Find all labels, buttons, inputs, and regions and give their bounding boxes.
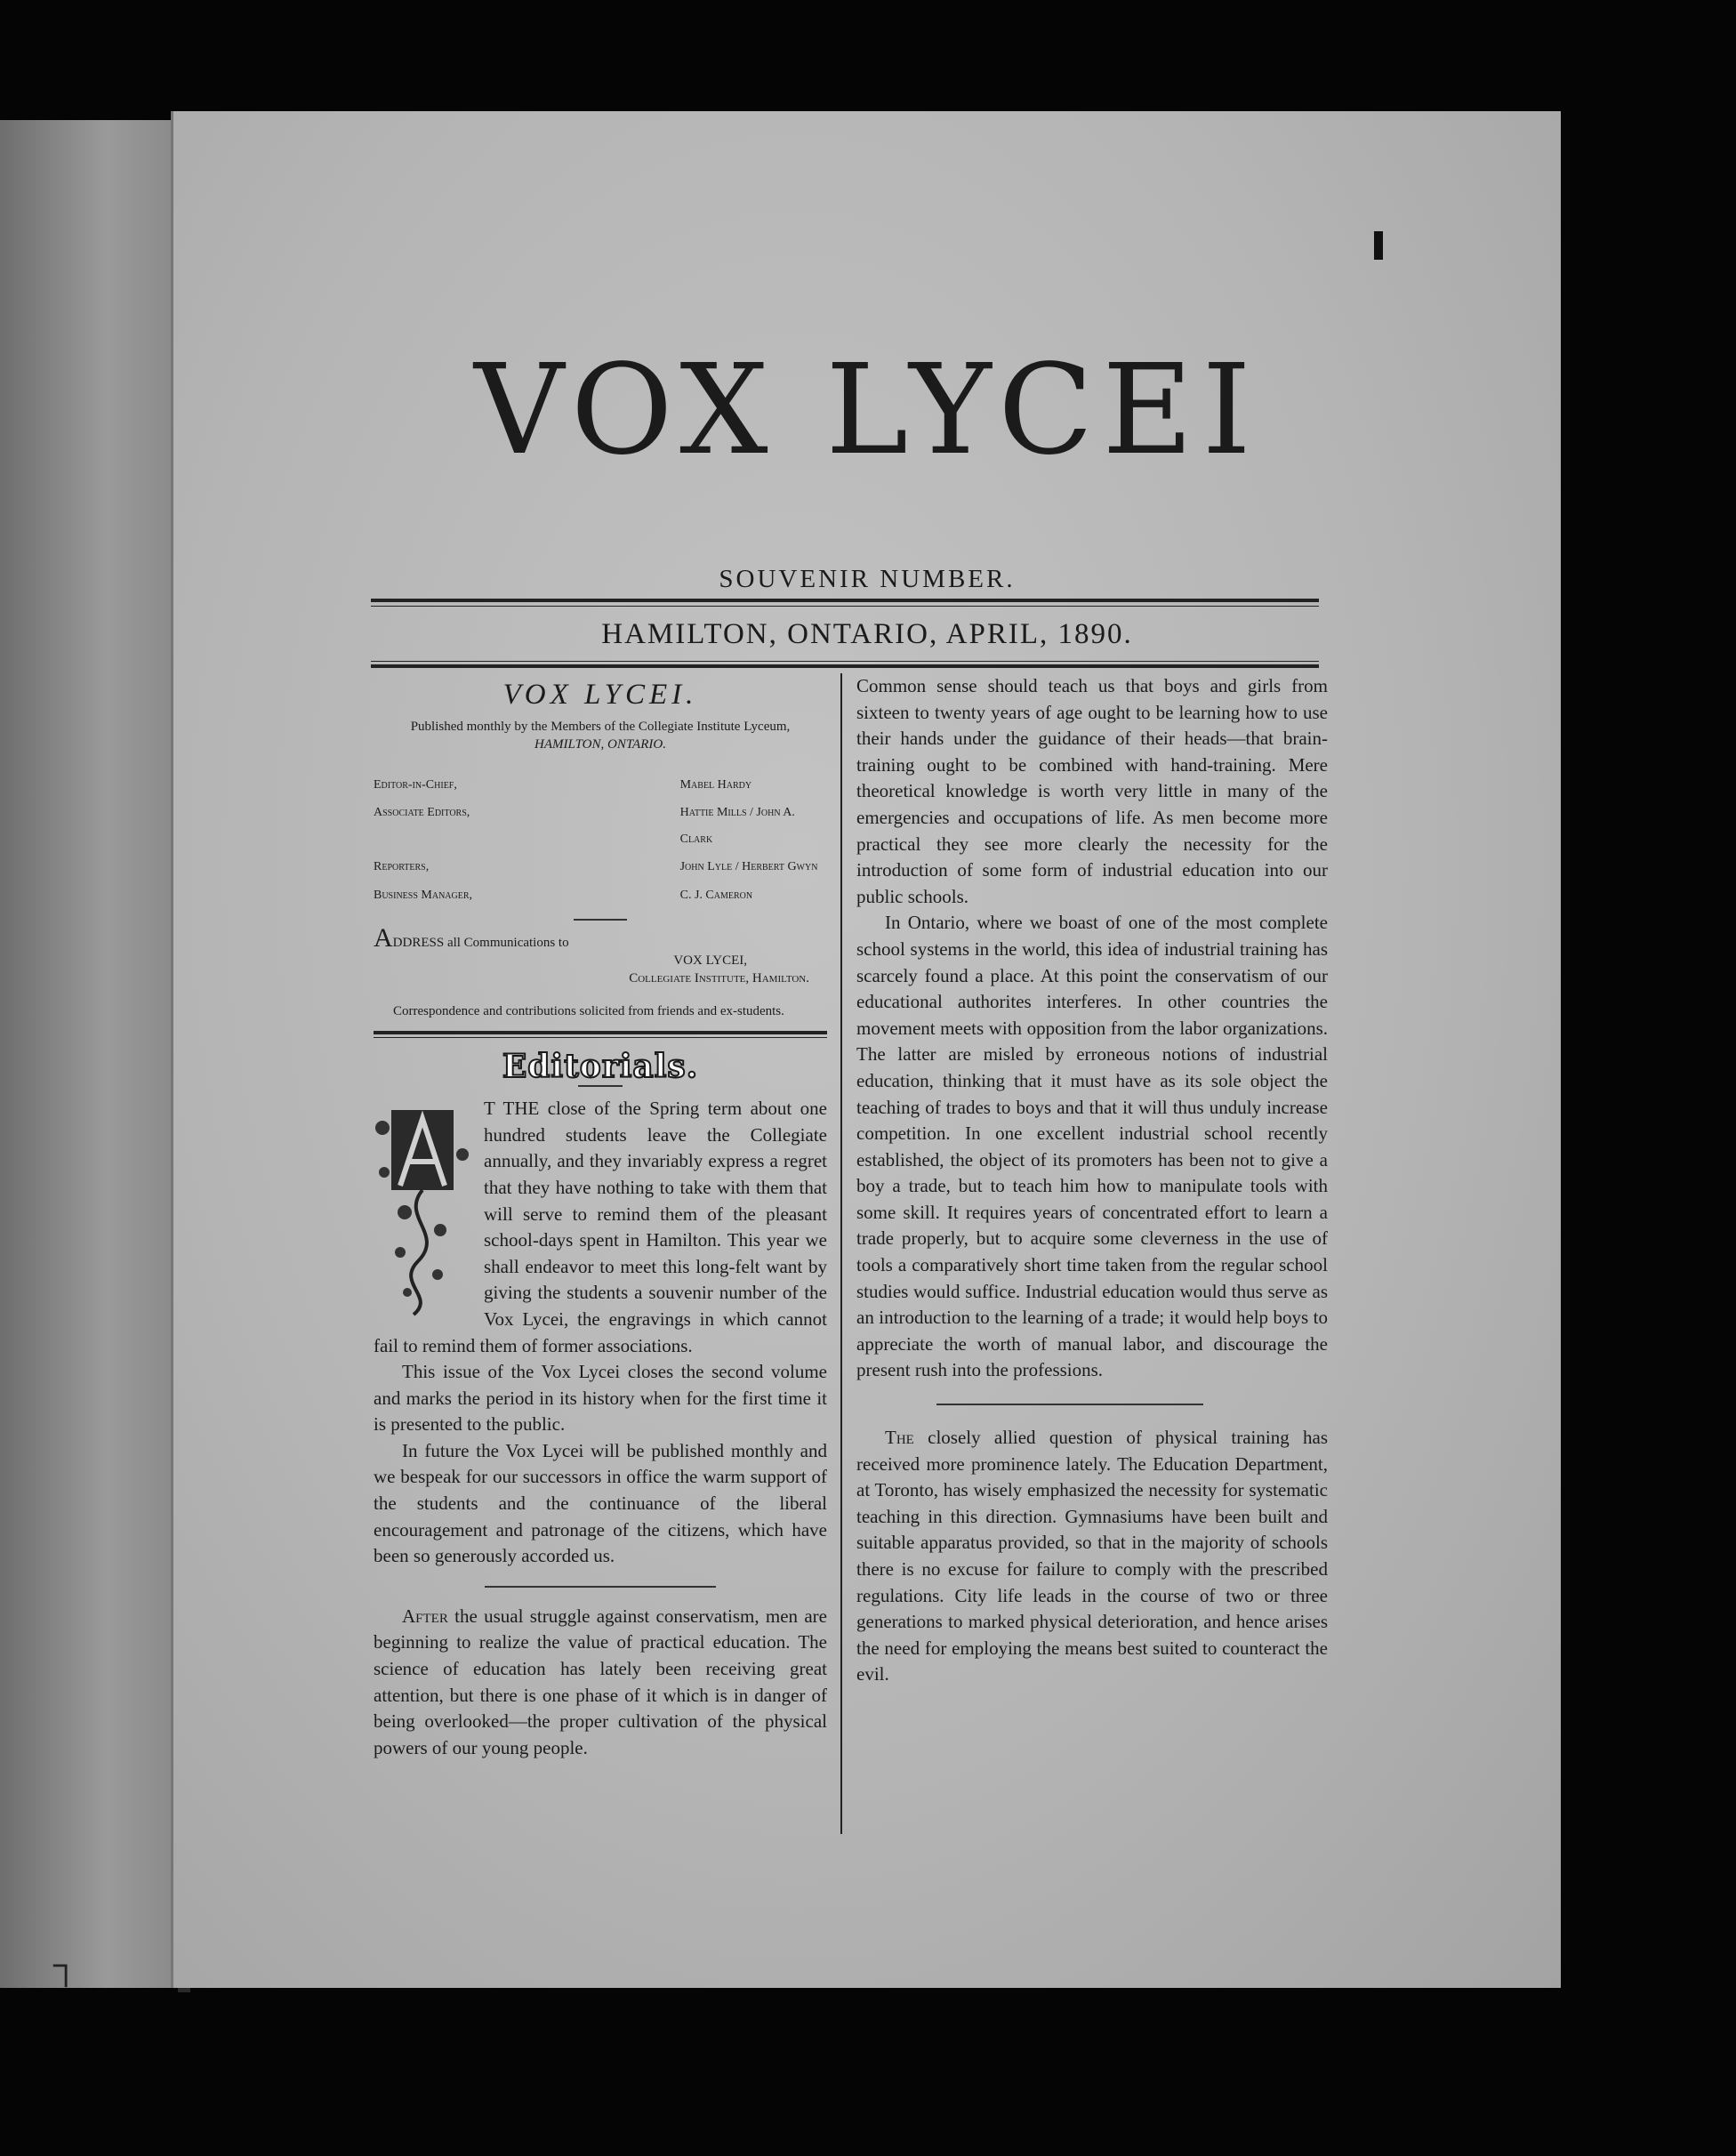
address-text: DDRESS all Communications to <box>392 935 569 950</box>
staff-row <box>374 799 827 853</box>
publisher-place: HAMILTON, ONTARIO. <box>534 736 666 752</box>
right-short-rule <box>936 1404 1203 1405</box>
left-column <box>374 679 827 1761</box>
address-line2: Collegiate Institute, Hamilton. <box>629 970 809 985</box>
masthead-rule-bottom-thin <box>371 661 1319 662</box>
correspondence-note: Correspondence and contributions solicited from friends and ex-students. <box>393 1003 784 1018</box>
editorial-paragraph-4 <box>374 1604 827 1762</box>
editorial-paragraph-1: T THE close of the Spring term about one hundred students leave the Collegiate annually, and they invariably express a regret that they have nothing to take with them that will serve to remind them of the pleasant school-days spent in Hamilton. This year we shall endeavor to meet this long-felt want by giving the students a souvenir number of the Vox Lycei, the engravings in which cannot fail to remind them of former associations. <box>374 1098 827 1356</box>
staff-names: Mabel Hardy <box>679 777 752 792</box>
heading-short-rule <box>578 1085 623 1087</box>
masthead-subtitle: SOUVENIR NUMBER. <box>719 565 1016 593</box>
masthead-rule-bottom <box>371 664 1319 668</box>
publisher-line: Published monthly by the Members of the Collegiate Institute Lyceum, <box>410 719 791 734</box>
staff-role: Editor-in-Chief, <box>374 777 457 792</box>
address-initial: A <box>374 922 393 953</box>
stray-mark: ┐ <box>53 1944 79 1984</box>
floral-initial-icon <box>374 1101 471 1319</box>
paragraph-lead-word: The <box>885 1427 914 1449</box>
info-box-rule <box>374 1031 827 1034</box>
editorial-paragraph-2: This issue of the Vox Lycei closes the second volume and marks the period in its history when for the first time it is presented to the public. <box>374 1361 827 1436</box>
masthead-rule-top-thin <box>371 606 1319 607</box>
dateline: HAMILTON, ONTARIO, APRIL, 1890. <box>601 618 1133 650</box>
facing-page-edge <box>0 120 178 1988</box>
staff-names: Hattie Mills / John A. Clark <box>679 806 795 846</box>
newspaper-page <box>171 111 1561 1988</box>
column-divider <box>840 673 842 1834</box>
masthead-title: VOX LYCEI <box>474 338 1260 483</box>
staff-role: Reporters, <box>374 860 430 874</box>
staff-names: C. J. Cameron <box>679 888 753 902</box>
paragraph-text: the usual struggle against conservatism, men are beginning to realize the value of practical education. The science of education has lately been receiving great attention, but there is one phase of it which is in danger of being overlooked—the proper cultivation of the physical powers of our young people. <box>374 1605 827 1758</box>
staff-role: Associate Editors, <box>374 806 470 820</box>
staff-row <box>374 771 827 800</box>
address-block <box>374 922 827 987</box>
staff-row <box>374 881 827 910</box>
address-line1: VOX LYCEI, <box>673 953 747 968</box>
paragraph-lead-word: After <box>402 1605 448 1627</box>
editorials-heading: Editorials. <box>502 1047 699 1085</box>
right-paragraph-3 <box>856 1425 1328 1688</box>
right-paragraph-1: Common sense should teach us that boys and girls from sixteen to twenty years of age ought to be learning how to use their hands under the guidance of their heads—that brain-training ought to be combined with hand-training. Mere theoretical knowledge is worth very little in many of the emergencies and occupations of life. As men become more practical they see more clearly the necessity for the introduction of some form of industrial education into our public schools. <box>856 675 1328 907</box>
box-short-rule <box>574 919 627 921</box>
staff-role: Business Manager, <box>374 888 473 902</box>
info-box-rule-thin <box>374 1037 827 1038</box>
staff-list <box>374 771 827 910</box>
staff-row <box>374 853 827 881</box>
staff-names: John Lyle / Herbert Gwyn <box>679 860 818 874</box>
paragraph-text: closely allied question of physical training has received more prominence lately. The Education Department, at Toronto, has wisely emphasized the necessity for systematic teaching in this direction. Gymnasiums have been built and suitable apparatus provided, so that in the majority of schools there is no excuse for failure to comply with the prescribed regulations. City life leads in the course of two or three generations to marked physical deterioration, and hence arises the need for employing the means best suited to counteract the evil. <box>856 1427 1328 1685</box>
ink-blot <box>1374 231 1383 260</box>
info-box <box>374 679 827 1020</box>
masthead-rule-top <box>371 599 1319 602</box>
right-column <box>856 673 1328 1688</box>
editorial-paragraph-3: In future the Vox Lycei will be published monthly and we bespeak for our successors in office the warm support of the students and the continuance of the liberal encouragement and patronage of the citizens, which have been so generously accorded us. <box>374 1439 827 1567</box>
info-box-title: VOX LYCEI. <box>502 679 698 711</box>
section-short-rule <box>485 1586 716 1588</box>
right-paragraph-2: In Ontario, where we boast of one of the most complete school systems in the world, this idea of industrial training has scarcely found a place. At this point the conservatism of our educational authorites interferes. In other countries the movement meets with opposition from the labor organizations. The latter are misled by erroneous notions of industrial education, thinking that it must have as its sole object the teaching of trades to boys and that it will thus unduly increase competition. In one excellent industrial school recently established, the object of its promoters has been not to give a boy a trade, but to teach him how to manipulate tools with some skill. It requires years of concentrated effort to learn a trade properly, but to acquire some cleverness in the use of tools a comparatively short time taken from the regular school studies would suffice. Industrial education would thus serve as an introduction to the learning of a trade; it would help boys to appreciate the worth of manual labor, and discourage the present rush into the professions. <box>856 912 1328 1381</box>
ornamental-drop-cap <box>374 1101 471 1319</box>
